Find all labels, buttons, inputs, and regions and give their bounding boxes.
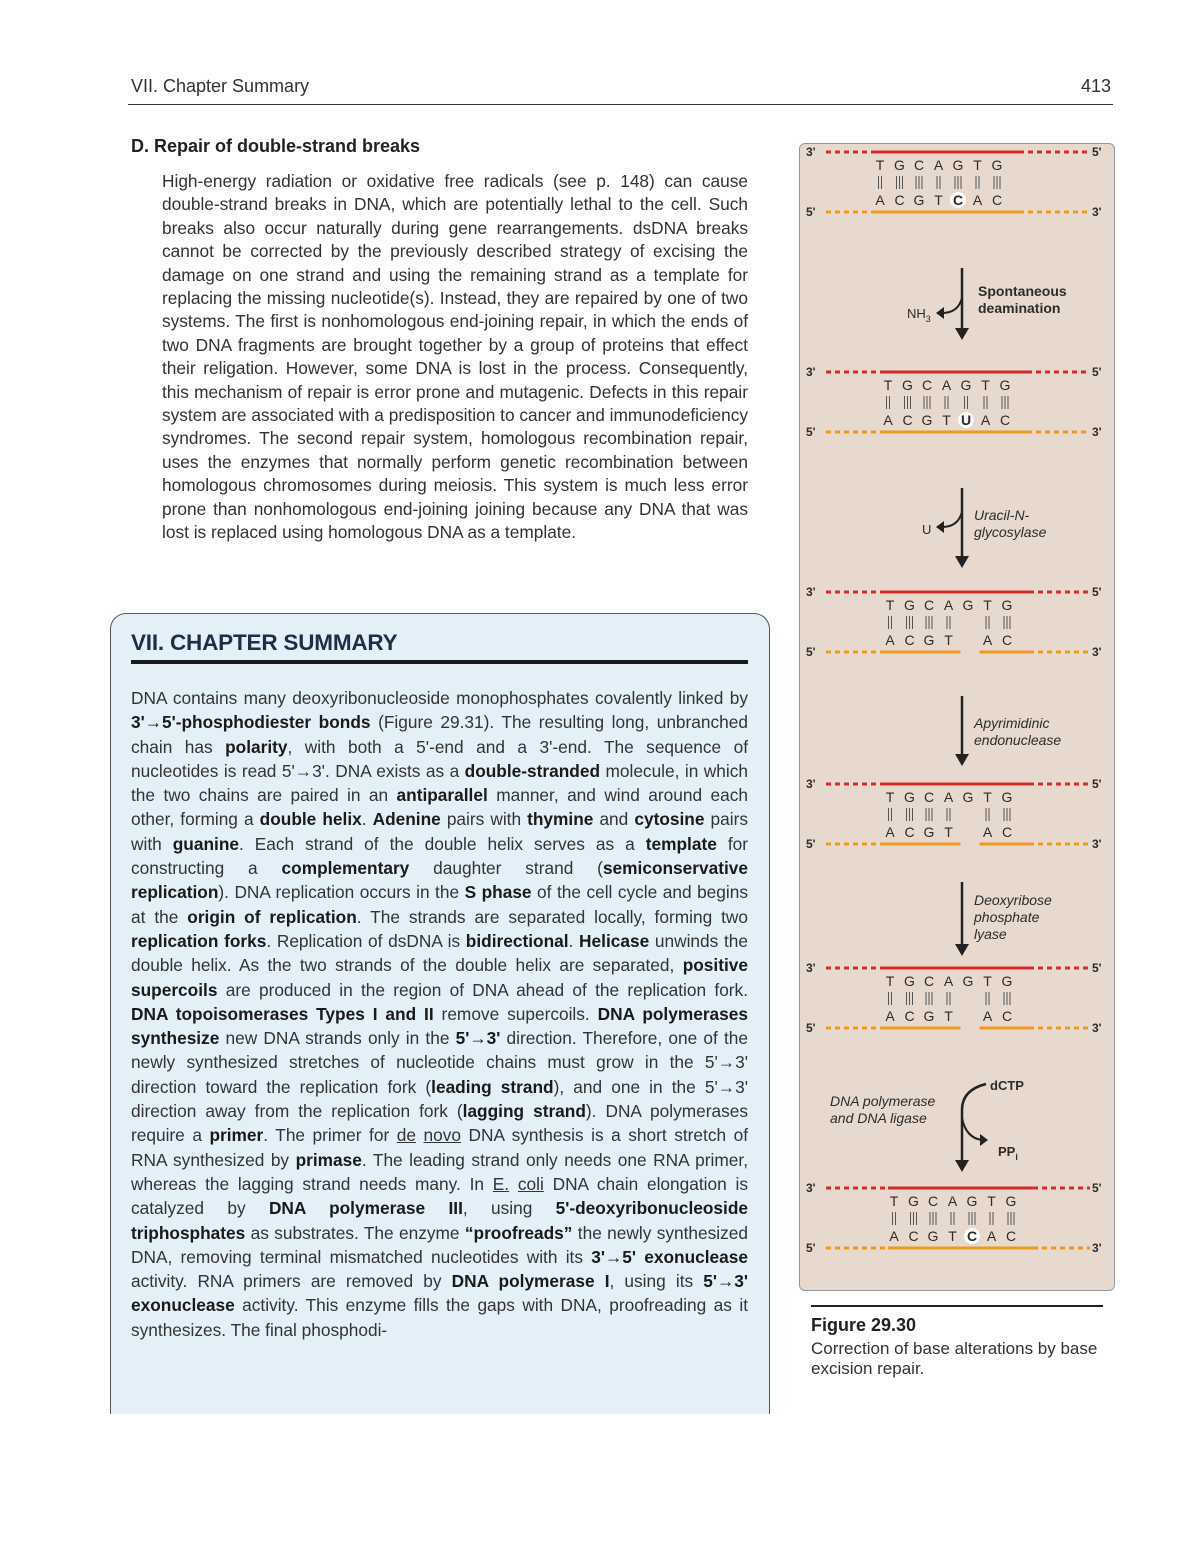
strand-end-5: 5' <box>806 1241 816 1255</box>
bottom-base: C <box>952 192 964 208</box>
top-base: A <box>941 377 952 393</box>
summary-italic-term: coli <box>517 1173 544 1194</box>
strand-end-3: 3' <box>806 1181 816 1195</box>
bottom-base: A <box>980 412 991 428</box>
summary-text <box>509 1174 518 1194</box>
strand-end-5: 5' <box>1092 1181 1102 1195</box>
strand-end-3: 3' <box>1092 425 1102 439</box>
top-base: C <box>927 1193 939 1209</box>
summary-text: are produced in the region of DNA ahead of the replication fork. <box>217 979 748 1000</box>
top-base: T <box>983 973 992 989</box>
arrow-head <box>955 328 969 340</box>
section-paragraph: High-energy radiation or oxidative free radicals (see p. 148) can cause double-strand breaks in DNA, which are potentially lethal to the cell. Such breaks also occur naturally during gene rearrangements. dsDNA breaks cannot be corrected by the previously described strategy of excising the damage on one strand and using the remaining strand as a template for replacing the missing nucleotide(s). Instead, they are repaired by one of two systems. The first is nonhomologous end-joining repair, in which the ends of two DNA fragments are brought together by a group of proteins that effect their religation. However, some DNA is lost in the process. Consequently, this mechanism of repair is error prone and mutagenic. Defects in this repair system are associated with a predisposition to cancer and immunodeficiency syndromes. The second repair system, homologous recombination repair, uses the enzymes that normally perform genetic recombination between homologous chromosomes during meiosis. This system is much less error prone than nonhomologous end-joining joining because any DNA that was lost is replaced using homologous DNA as a template. <box>162 171 748 543</box>
arrow-head <box>955 556 969 568</box>
bottom-base: C <box>908 1228 919 1244</box>
summary-key-term: leading strand <box>431 1076 554 1097</box>
strand-end-3: 3' <box>1092 645 1102 659</box>
bottom-base: C <box>999 412 1011 428</box>
summary-text: DNA synthesis is a short stretch of RNA synthesized by <box>131 1125 748 1170</box>
bottom-base: A <box>982 824 993 840</box>
summary-text: DNA contains many deoxyribonucleoside monophosphates covalently linked by <box>131 688 748 708</box>
top-base: G <box>902 377 913 393</box>
top-base: G <box>1001 789 1013 805</box>
bottom-base: G <box>923 632 935 648</box>
side-arrow <box>942 298 962 313</box>
figure-panel <box>799 143 1115 1291</box>
bottom-base: A <box>885 824 895 840</box>
bottom-base: U <box>960 412 972 428</box>
top-base: T <box>885 597 895 613</box>
strand-end-3: 3' <box>1092 1021 1102 1035</box>
summary-key-term: semiconservative replication <box>131 858 748 903</box>
bottom-base: C <box>904 632 915 648</box>
top-base: T <box>885 789 895 805</box>
summary-text: of the cell cycle and begins at the <box>131 882 748 927</box>
bottom-base: G <box>913 192 925 208</box>
step-label: DNA polymerase <box>830 1093 936 1109</box>
summary-key-term: double helix <box>259 809 362 830</box>
bottom-base: A <box>875 192 885 208</box>
top-base: C <box>923 789 935 805</box>
top-base: G <box>1001 597 1013 613</box>
top-base: T <box>885 973 895 989</box>
subscript: 3 <box>925 314 931 324</box>
strand-end-3: 3' <box>1092 837 1102 851</box>
strand-end-5: 5' <box>1092 777 1102 791</box>
top-base: C <box>923 973 935 989</box>
top-base: G <box>904 973 915 989</box>
bottom-base: C <box>904 1008 915 1024</box>
strand-end-3: 3' <box>806 145 816 159</box>
top-base: G <box>999 377 1011 393</box>
summary-key-term: 5'→3' exonuclease <box>131 1271 748 1316</box>
bottom-base: T <box>944 824 953 840</box>
summary-key-term: Helicase <box>579 930 650 951</box>
strand-end-3: 3' <box>1092 1241 1102 1255</box>
strand-end-3: 3' <box>806 585 816 599</box>
subscript: i <box>1015 1152 1018 1162</box>
summary-text: manner, and wind around each other, forming a <box>131 785 748 830</box>
summary-text: , with both a 5'-end and a 3'-end. The sequence of nucleotides is read 5'→3'. DNA exists as a <box>131 736 749 781</box>
summary-text: for constructing a <box>131 833 749 879</box>
summary-text: (Figure 29.31). The resulting long, unbranched chain has <box>131 712 748 757</box>
summary-text: , using its <box>609 1271 704 1292</box>
summary-text: pairs with <box>131 809 748 854</box>
summary-text: . The primer for <box>263 1125 397 1146</box>
summary-key-term: complementary <box>281 858 410 879</box>
top-base: G <box>960 377 972 393</box>
step-label: and DNA ligase <box>830 1110 927 1126</box>
strand-end-5: 5' <box>806 205 816 219</box>
top-base: G <box>991 157 1003 173</box>
summary-text <box>416 1125 424 1145</box>
top-base: A <box>947 1193 958 1209</box>
summary-key-term: 3'→5' exonuclease <box>591 1246 748 1267</box>
summary-key-term: polarity <box>225 736 288 757</box>
bottom-base: T <box>944 1008 953 1024</box>
summary-italic-term: novo <box>423 1125 461 1146</box>
side-arrow <box>962 1118 982 1140</box>
bottom-base: C <box>1005 1228 1017 1244</box>
summary-heading: VII. CHAPTER SUMMARY <box>131 630 398 655</box>
summary-text: remove supercoils. <box>433 1003 598 1024</box>
bottom-base: A <box>982 1008 993 1024</box>
summary-text: activity. RNA primers are removed by <box>131 1271 452 1292</box>
summary-key-term: Adenine <box>372 809 441 830</box>
summary-key-term: S phase <box>464 882 532 903</box>
top-base: A <box>943 789 954 805</box>
summary-text: direction. Therefore, one of the newly synthesized stretches of nucleotide chains must grow in the 5'→3' direction toward the replication fork ( <box>131 1028 748 1097</box>
summary-key-term: DNA polymerase I <box>451 1271 610 1292</box>
step-label: Apyrimidinic <box>974 715 1050 731</box>
bottom-base: G <box>923 824 935 840</box>
figure-caption: Correction of base alterations by base excision repair. <box>811 1339 1098 1378</box>
summary-key-term: 3'→5'-phosphodiester bonds <box>131 712 371 733</box>
summary-text: DNA chain elongation is catalyzed by <box>131 1173 748 1219</box>
strand-end-5: 5' <box>1092 585 1102 599</box>
byproduct-uracil: U <box>922 522 932 537</box>
top-base: G <box>966 1193 978 1209</box>
summary-paragraph <box>131 686 748 1342</box>
step-label: deamination <box>978 300 1061 316</box>
top-base: C <box>913 157 925 173</box>
bottom-base: T <box>942 412 951 428</box>
summary-italic-term: E. <box>492 1173 510 1194</box>
summary-text: the newly synthesized DNA, removing terminal mismatched nucleotides with its <box>131 1222 748 1267</box>
summary-key-term: primer <box>209 1125 264 1146</box>
byproduct-nh3: $NH_3$ <box>907 306 931 324</box>
summary-text: and <box>593 809 635 830</box>
byproduct-ppi: $PP_i$ <box>998 1144 1018 1162</box>
summary-text: ), and one in the 5'→3' direction away from the replication fork ( <box>131 1076 748 1122</box>
strand-end-5: 5' <box>806 837 816 851</box>
summary-text: pairs with <box>440 809 528 830</box>
summary-key-term: replication forks <box>131 930 267 951</box>
summary-key-term: DNA polymerases synthesize <box>131 1003 748 1049</box>
strand-end-5: 5' <box>806 645 816 659</box>
summary-key-term: origin of replication <box>187 906 357 927</box>
summary-text: . <box>361 809 373 830</box>
bottom-base: A <box>889 1228 899 1244</box>
summary-key-term: bidirectional <box>465 930 569 951</box>
bottom-base: C <box>1001 1008 1013 1024</box>
bottom-base: A <box>986 1228 997 1244</box>
strand-end-5: 5' <box>1092 365 1102 379</box>
top-base: G <box>904 789 915 805</box>
bottom-base: T <box>934 192 943 208</box>
summary-text: new DNA strands only in the <box>219 1028 456 1049</box>
side-arrow-head <box>936 521 944 533</box>
bottom-base: T <box>948 1228 957 1244</box>
bottom-base: A <box>883 412 893 428</box>
step-label: Spontaneous <box>978 283 1067 299</box>
summary-text: molecule, in which the two chains are paired in an <box>131 760 748 806</box>
bottom-base: G <box>921 412 933 428</box>
summary-key-term: 5'-deoxyribonucleoside triphosphates <box>131 1198 748 1243</box>
summary-text: . <box>568 930 580 951</box>
top-base: T <box>981 377 990 393</box>
top-base: G <box>1001 973 1013 989</box>
step-label: endonuclease <box>974 732 1062 748</box>
top-base: T <box>883 377 893 393</box>
dna-repair-diagram <box>800 144 1114 1290</box>
top-base: T <box>973 157 982 173</box>
page-number: 413 <box>1080 76 1111 96</box>
arrow-head <box>955 944 969 956</box>
top-base: A <box>943 597 954 613</box>
running-head: VII. Chapter Summary <box>131 76 310 96</box>
summary-text: . Each strand of the double helix serves as a <box>238 833 646 854</box>
reaction-arrow <box>962 1084 986 1166</box>
strand-end-5: 5' <box>806 1021 816 1035</box>
strand-end-5: 5' <box>1092 961 1102 975</box>
strand-end-3: 3' <box>806 777 816 791</box>
top-base: G <box>904 597 915 613</box>
top-base: G <box>908 1193 919 1209</box>
strand-end-3: 3' <box>806 961 816 975</box>
figure-divider <box>811 1305 1103 1307</box>
bottom-base: T <box>944 632 953 648</box>
step-label: phosphate <box>974 909 1040 925</box>
strand-end-5: 5' <box>1092 145 1102 159</box>
summary-key-term: guanine <box>172 833 239 854</box>
summary-key-term: primase <box>295 1149 362 1170</box>
top-base: T <box>987 1193 996 1209</box>
top-base: G <box>1005 1193 1017 1209</box>
summary-divider <box>131 660 748 664</box>
summary-text: unwinds the double helix. As the two strands of the double helix are separated, <box>131 930 749 976</box>
bottom-base: A <box>885 1008 895 1024</box>
bottom-base: C <box>904 824 915 840</box>
summary-italic-term: de <box>396 1125 416 1146</box>
top-base: G <box>962 597 974 613</box>
summary-key-term: template <box>645 833 717 854</box>
bottom-base: A <box>982 632 993 648</box>
summary-key-term: antiparallel <box>396 785 488 806</box>
step-label: Uracil-N- <box>974 507 1030 523</box>
summary-key-term: “proofreads” <box>464 1222 573 1243</box>
top-base: T <box>875 157 885 173</box>
summary-key-term: double-stranded <box>464 760 601 781</box>
strand-end-3: 3' <box>806 365 816 379</box>
bottom-base: C <box>1001 824 1013 840</box>
step-label: lyase <box>974 926 1007 942</box>
top-base: G <box>962 789 974 805</box>
section-heading: D. Repair of double-strand breaks <box>131 136 421 156</box>
bottom-base: C <box>902 412 913 428</box>
top-base: A <box>943 973 954 989</box>
summary-text: ). DNA polymerases require a <box>131 1101 748 1146</box>
bottom-base: A <box>885 632 895 648</box>
reactant-dctp: dCTP <box>990 1078 1024 1093</box>
summary-text: . The strands are separated locally, forming two <box>356 906 748 927</box>
bottom-base: G <box>927 1228 939 1244</box>
side-arrow-head <box>936 307 944 319</box>
arrow-head <box>955 754 969 766</box>
summary-key-term: cytosine <box>634 809 705 830</box>
bottom-base: C <box>991 192 1003 208</box>
strand-end-3: 3' <box>1092 205 1102 219</box>
bottom-base: C <box>894 192 905 208</box>
side-arrow-head <box>980 1134 988 1146</box>
summary-key-term: lagging strand <box>462 1101 586 1122</box>
summary-key-term: DNA polymerase III <box>268 1198 463 1219</box>
summary-text: as substrates. The enzyme <box>245 1222 465 1243</box>
step-label: glycosylase <box>974 524 1047 540</box>
side-arrow <box>942 512 962 527</box>
summary-text: daughter strand ( <box>409 858 603 879</box>
summary-key-term: thymine <box>527 809 594 830</box>
top-base: T <box>889 1193 899 1209</box>
figure-label: Figure 29.30 <box>811 1315 917 1335</box>
top-base: G <box>952 157 964 173</box>
header-divider <box>128 104 1113 105</box>
strand-end-5: 5' <box>806 425 816 439</box>
bottom-base: A <box>972 192 983 208</box>
summary-text: ). DNA replication occurs in the <box>218 882 465 903</box>
bottom-base: G <box>923 1008 935 1024</box>
summary-key-term: 5'→3' <box>455 1028 501 1049</box>
top-base: G <box>962 973 974 989</box>
top-base: C <box>923 597 935 613</box>
summary-text: , using <box>462 1198 556 1219</box>
top-base: T <box>983 597 992 613</box>
arrow-head <box>955 1160 969 1172</box>
bottom-base: C <box>1001 632 1013 648</box>
bottom-base: C <box>966 1228 978 1244</box>
summary-key-term: DNA topoisomerases Types I and II <box>131 1003 434 1024</box>
summary-text: . The leading strand only needs one RNA primer, whereas the lagging strand needs many. In <box>131 1149 748 1194</box>
summary-key-term: positive supercoils <box>131 955 748 1000</box>
top-base: G <box>894 157 905 173</box>
summary-text: . Replication of dsDNA is <box>266 930 466 951</box>
step-label: Deoxyribose <box>974 892 1052 908</box>
top-base: C <box>921 377 933 393</box>
top-base: A <box>933 157 944 173</box>
top-base: T <box>983 789 992 805</box>
summary-text: activity. This enzyme fills the gaps with DNA, proofreading as it synthesizes. The final phosphodi- <box>131 1295 748 1340</box>
